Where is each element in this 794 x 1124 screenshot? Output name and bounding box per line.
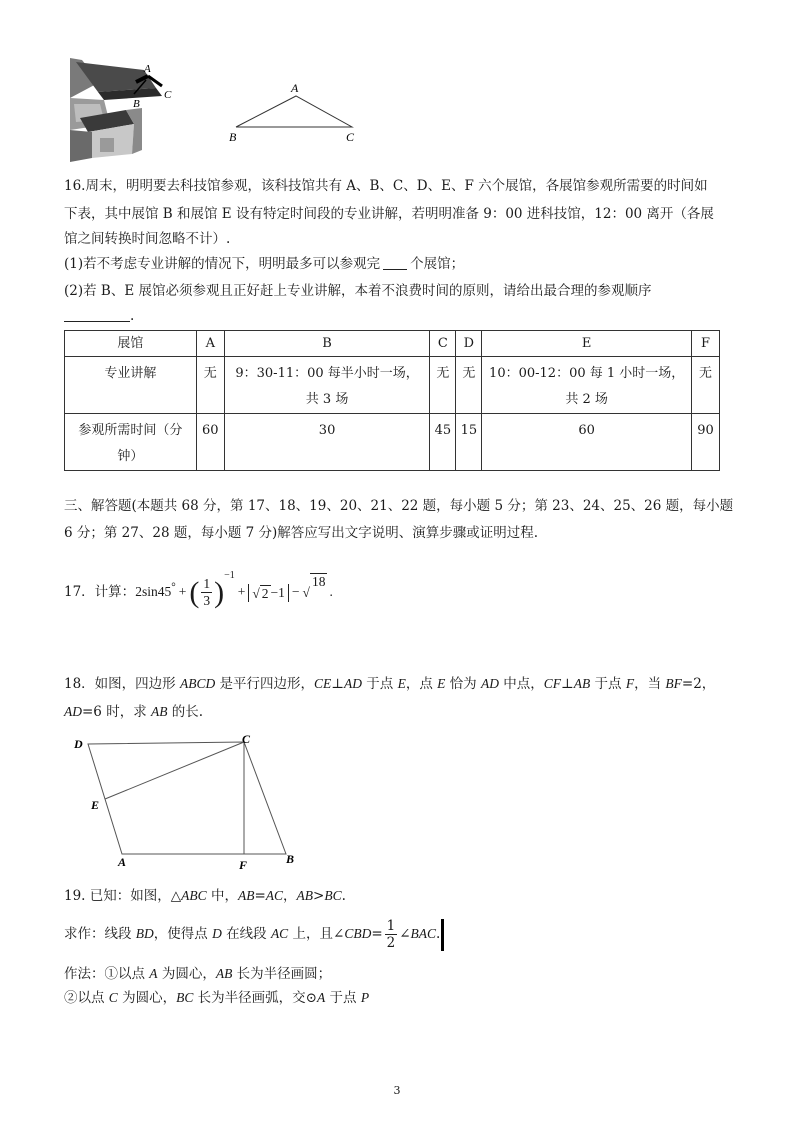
q17-prefix: 17．计算： bbox=[64, 584, 136, 600]
q17-rparen: ) bbox=[214, 575, 225, 609]
q19-math: AB bbox=[237, 888, 255, 903]
cursor-bar bbox=[441, 919, 444, 951]
q18-text: 于点 bbox=[590, 676, 626, 692]
table-cell-line: 钟） bbox=[117, 449, 144, 464]
para-label-b: B bbox=[286, 852, 295, 866]
q17-sqrt2 bbox=[252, 585, 270, 603]
q19-text: 中， bbox=[206, 888, 238, 904]
q19-math: A bbox=[149, 966, 158, 981]
table-header-cell: B bbox=[224, 331, 430, 357]
q18-math: AB bbox=[573, 676, 591, 691]
q18-line1 bbox=[64, 674, 715, 694]
q19-text: 在线段 bbox=[221, 926, 271, 942]
q19-math: D bbox=[212, 926, 222, 941]
q19-text: 于点 bbox=[325, 990, 361, 1006]
q17-minus1: −1 bbox=[270, 584, 285, 600]
q16-line2: 下表，其中展馆 B 和展馆 E 设有特定时间段的专业讲解，若明明准备 9：00 进科技馆，12：00 离开（各展 bbox=[64, 206, 714, 222]
q19-text: ∠ bbox=[399, 926, 411, 942]
q18-math: CF bbox=[543, 676, 562, 691]
table-cell: 60 bbox=[196, 414, 224, 471]
section3-line1: 三、解答题(本题共 68 分，第 17、18、19、20、21、22 题，每小题 5 分；第 23、24、25、26 题，每小题 bbox=[64, 498, 734, 514]
q19-math: AB bbox=[296, 888, 314, 903]
q18-text: 中点， bbox=[498, 676, 544, 692]
para-label-e: E bbox=[91, 798, 100, 812]
q18-math: F bbox=[625, 676, 635, 691]
q16-part2: (2)若 B、E 展馆必须参观且正好赶上专业讲解，本着不浪费时间的原则，请给出最合理的参观顺序 bbox=[64, 283, 652, 299]
q19-text: 上，且∠ bbox=[288, 926, 345, 942]
q19-text: 长为半径画圆； bbox=[232, 966, 332, 982]
table-header-cell: C bbox=[430, 331, 456, 357]
q17-minus2: − bbox=[291, 584, 300, 599]
q17-sqrt18 bbox=[303, 573, 328, 613]
table-cell: 无 bbox=[691, 357, 719, 414]
house-label-b: B bbox=[133, 98, 140, 110]
triangle-label-a: A bbox=[291, 81, 299, 95]
table-cell: 30 bbox=[224, 414, 430, 471]
table-header-row bbox=[65, 331, 720, 357]
table-cell bbox=[224, 357, 430, 414]
q18-math: E bbox=[437, 676, 446, 691]
q19-math: CBD bbox=[344, 926, 372, 941]
q18-math: ABCD bbox=[179, 676, 216, 691]
q16-part1 bbox=[64, 254, 464, 274]
q19-text: = bbox=[371, 926, 383, 942]
q19-text: 求作：线段 bbox=[64, 926, 136, 942]
q17-plus1: + bbox=[178, 584, 187, 599]
q17-rad18: 18 bbox=[311, 573, 326, 589]
q18-math: AD bbox=[64, 704, 82, 719]
q19-frac-den: 2 bbox=[386, 935, 396, 951]
q18-text: ⊥ bbox=[331, 676, 344, 692]
q19-text: 长为半径画弧，交⊙ bbox=[193, 990, 317, 1006]
table-cell: 无 bbox=[196, 357, 224, 414]
para-label-f: F bbox=[239, 858, 248, 872]
q19-fraction bbox=[385, 918, 398, 951]
q19-line4 bbox=[64, 988, 369, 1008]
table-cell: 专业讲解 bbox=[65, 357, 197, 414]
q17-rad2: 2 bbox=[261, 585, 269, 601]
q18-math: E bbox=[397, 676, 406, 691]
table-cell: 无 bbox=[456, 357, 482, 414]
q17-sin: 2sin45 bbox=[135, 584, 172, 599]
q18-math: AD bbox=[480, 676, 499, 691]
q17-frac-num: 1 bbox=[203, 576, 211, 592]
q19-text: 作法：①以点 bbox=[64, 966, 150, 982]
triangle-abc-figure bbox=[222, 78, 372, 148]
table-cell: 15 bbox=[456, 414, 482, 471]
radical-icon: √ bbox=[302, 584, 310, 600]
q19-text: . bbox=[436, 926, 441, 942]
q19-text: 为圆心， bbox=[117, 990, 177, 1006]
q19-math: BC bbox=[324, 888, 342, 903]
q17-degree: ° bbox=[171, 581, 176, 594]
q18-math: AB bbox=[150, 704, 168, 719]
q19-math: ABC bbox=[181, 888, 207, 903]
q16-line1: 16.周末，明明要去科技馆参观，该科技馆共有 A、B、C、D、E、F 六个展馆，各展馆参观所需要的时间如 bbox=[64, 178, 708, 194]
q16-part1-text: (1)若不考虑专业讲解的情况下，明明最多可以参观完 bbox=[64, 256, 381, 272]
q19-math: AC bbox=[265, 888, 284, 903]
para-label-a: A bbox=[118, 855, 127, 869]
q19-math: AC bbox=[270, 926, 289, 941]
triangle-label-c: C bbox=[346, 130, 355, 144]
q16-part2-blank bbox=[64, 307, 130, 322]
q17-lparen: ( bbox=[189, 575, 200, 609]
q19-text: 为圆心， bbox=[157, 966, 216, 982]
table-cell bbox=[482, 357, 692, 414]
section3-line2: 6 分；第 27、28 题，每小题 7 分)解答应写出文字说明、演算步骤或证明过程. bbox=[64, 525, 539, 541]
q18-math: CE bbox=[314, 676, 332, 691]
table-row bbox=[65, 414, 720, 471]
q17-frac-den: 3 bbox=[203, 593, 211, 609]
table-header-cell: E bbox=[482, 331, 692, 357]
q17-expression bbox=[64, 556, 333, 609]
q17-absolute bbox=[248, 584, 289, 602]
table-cell: 90 bbox=[691, 414, 719, 471]
table-cell bbox=[65, 414, 197, 471]
table-cell: 无 bbox=[430, 357, 456, 414]
q18-text: =2， bbox=[681, 676, 716, 692]
table-cell: 60 bbox=[482, 414, 692, 471]
q18-text: 恰为 bbox=[445, 676, 481, 692]
q18-math: AD bbox=[344, 676, 362, 691]
q19-math: AB bbox=[215, 966, 233, 981]
q17-end: . bbox=[329, 584, 333, 599]
q19-line1 bbox=[64, 886, 346, 906]
q16-part2-answer bbox=[64, 306, 134, 326]
q16-part1-suffix: 个展馆； bbox=[410, 256, 465, 272]
table-cell-line: 10：00-12：00 每 1 小时一场， bbox=[489, 366, 685, 381]
q17-exponent: −1 bbox=[224, 570, 235, 581]
q16-part2-end: . bbox=[130, 308, 135, 324]
q19-math: BD bbox=[135, 926, 154, 941]
q18-text: 18．如图，四边形 bbox=[64, 676, 180, 692]
q19-text: ， bbox=[283, 888, 297, 904]
q18-text: ⊥ bbox=[561, 676, 574, 692]
q18-text: ，点 bbox=[405, 676, 438, 692]
page-number: 3 bbox=[393, 1084, 401, 1097]
table-cell: 45 bbox=[430, 414, 456, 471]
q19-line3 bbox=[64, 964, 331, 984]
q18-text: 的长. bbox=[167, 704, 204, 720]
q19-text: = bbox=[254, 888, 266, 904]
q18-text: 是平行四边形， bbox=[215, 676, 315, 692]
q18-line2 bbox=[64, 702, 203, 722]
q19-text: > bbox=[313, 888, 325, 904]
table-header-cell: D bbox=[456, 331, 482, 357]
house-label-c: C bbox=[164, 89, 172, 101]
q19-frac-num: 1 bbox=[386, 918, 396, 934]
table-cell-line: 9：30-11：00 每半小时一场， bbox=[235, 366, 419, 381]
table-header-cell: F bbox=[691, 331, 719, 357]
radical-icon: √ bbox=[252, 585, 260, 601]
q19-text: ，使得点 bbox=[153, 926, 213, 942]
q19-math: C bbox=[108, 990, 118, 1005]
para-label-c: C bbox=[242, 732, 251, 746]
q19-math: P bbox=[360, 990, 370, 1005]
table-cell-line: 共 2 场 bbox=[565, 392, 608, 407]
q19-math: BC bbox=[176, 990, 194, 1005]
triangle-label-b: B bbox=[229, 130, 237, 144]
q19-text: ②以点 bbox=[64, 990, 109, 1006]
exhibition-table bbox=[64, 330, 720, 471]
q19-math: A bbox=[316, 990, 326, 1005]
q19-text: 19. 已知：如图，△ bbox=[64, 888, 182, 904]
q19-math: BAC bbox=[410, 926, 437, 941]
q16-line3: 馆之间转换时间忽略不计）. bbox=[64, 231, 231, 247]
q18-text: ，当 bbox=[634, 676, 666, 692]
q19-line2 bbox=[64, 914, 444, 954]
q17-plus2: + bbox=[237, 584, 246, 599]
table-cell-line: 共 3 场 bbox=[305, 392, 349, 407]
q17-fraction bbox=[201, 576, 212, 609]
q18-math: BF bbox=[665, 676, 682, 691]
table-cell-line: 参观所需时间（分 bbox=[78, 423, 183, 438]
table-row bbox=[65, 357, 720, 414]
table-header-cell: A bbox=[196, 331, 224, 357]
house-roof-figure bbox=[70, 58, 180, 164]
q18-text: 于点 bbox=[362, 676, 398, 692]
house-label-a: A bbox=[144, 63, 151, 75]
table-header-cell: 展馆 bbox=[65, 331, 197, 357]
q19-text: . bbox=[341, 888, 346, 904]
para-label-d: D bbox=[74, 737, 83, 751]
q18-text: =6 时，求 bbox=[82, 704, 151, 720]
q16-part1-blank bbox=[383, 255, 407, 270]
parallelogram-figure bbox=[70, 732, 310, 872]
